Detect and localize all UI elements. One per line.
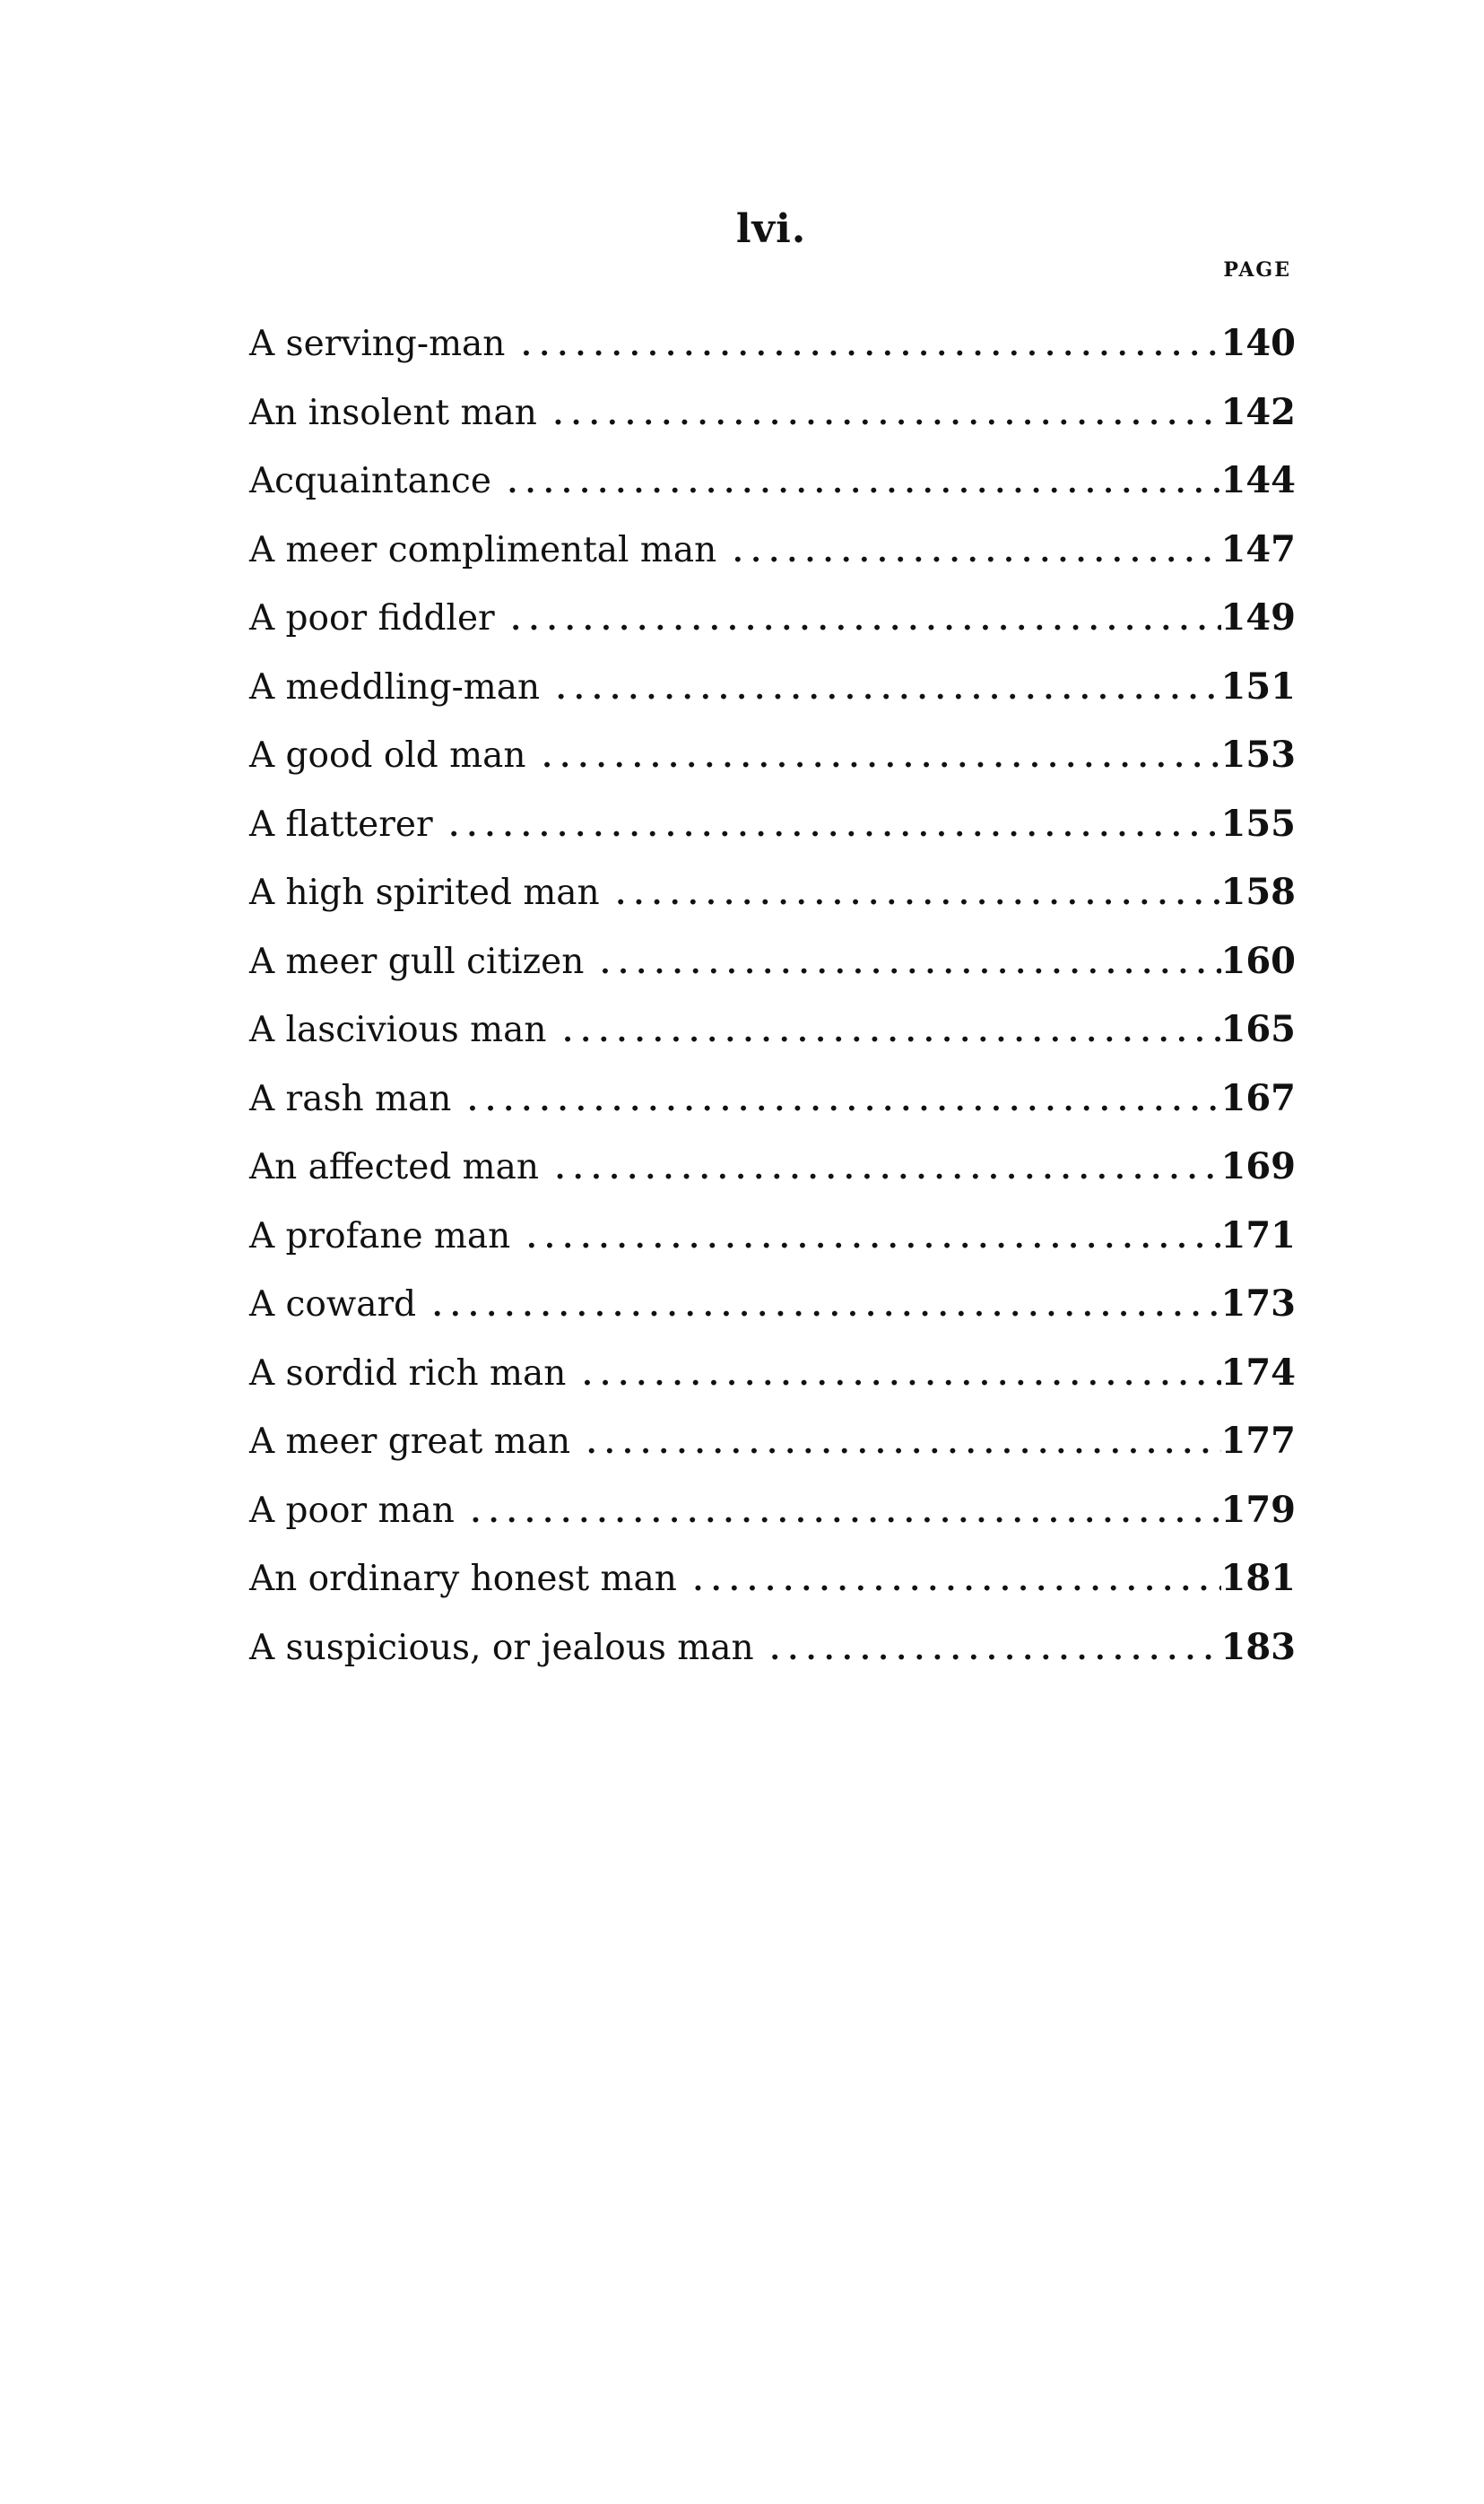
dot-leader	[616, 860, 1221, 929]
toc-entry-page: 183	[1220, 1625, 1296, 1668]
toc-entry-page: 144	[1220, 459, 1296, 501]
toc-entry-page: 140	[1220, 322, 1296, 364]
toc-entry-page: 177	[1220, 1420, 1296, 1462]
toc-entry	[249, 858, 1296, 927]
toc-entry	[249, 721, 1296, 790]
toc-entry	[249, 1339, 1296, 1408]
page-number: lvi.	[735, 206, 807, 252]
toc-entry-title: A suspicious, or jealous man	[249, 1627, 754, 1668]
toc-entry	[249, 927, 1296, 996]
toc-entry-page: 142	[1220, 390, 1296, 433]
dot-leader	[555, 1135, 1220, 1204]
dot-leader	[526, 1204, 1220, 1273]
toc-entry-page: 160	[1220, 939, 1296, 982]
dot-leader	[562, 997, 1220, 1066]
dot-leader	[542, 723, 1221, 792]
toc-entry-title: A flatterer	[249, 804, 433, 845]
dot-leader	[582, 1341, 1220, 1410]
dot-leader	[586, 1409, 1220, 1478]
toc-entry-page: 151	[1220, 665, 1296, 708]
toc-entry-page: 149	[1220, 596, 1296, 639]
dot-leader	[553, 380, 1221, 449]
toc-entry-page: 169	[1220, 1145, 1296, 1187]
toc-entry-page: 179	[1220, 1488, 1296, 1531]
toc-entry-title: A rash man	[249, 1078, 452, 1119]
dot-leader	[770, 1615, 1221, 1684]
toc-entry	[249, 1407, 1296, 1476]
dot-leader	[467, 1066, 1220, 1135]
dot-leader	[449, 792, 1221, 861]
toc-entry-title: A poor man	[249, 1490, 455, 1531]
toc-entry-title: Acquaintance	[249, 461, 491, 501]
toc-entry-title: An ordinary honest man	[249, 1559, 677, 1599]
toc-entry-page: 181	[1220, 1557, 1296, 1599]
toc-entry	[249, 790, 1296, 859]
toc-entry-page: 165	[1220, 1008, 1296, 1050]
toc-entry	[249, 1613, 1296, 1682]
table-of-contents	[249, 309, 1296, 1682]
toc-entry-page: 173	[1220, 1282, 1296, 1325]
toc-entry	[249, 309, 1296, 378]
toc-entry-title: A sordid rich man	[249, 1352, 567, 1394]
toc-entry	[249, 1202, 1296, 1271]
toc-entry-page: 153	[1220, 734, 1296, 776]
toc-entry	[249, 653, 1296, 722]
toc-entry-page: 158	[1220, 871, 1296, 913]
toc-entry-title: A poor fiddler	[249, 598, 495, 639]
toc-entry-title: A good old man	[249, 735, 526, 776]
toc-entry	[249, 1476, 1296, 1545]
dot-leader	[600, 929, 1220, 998]
dot-leader	[508, 448, 1221, 517]
toc-entry-title: A coward	[249, 1284, 417, 1325]
dot-leader	[432, 1272, 1220, 1341]
toc-entry-title: A meer great man	[249, 1422, 571, 1462]
toc-entry-title: An insolent man	[249, 392, 537, 433]
toc-entry	[249, 1270, 1296, 1339]
dot-leader	[556, 655, 1220, 724]
toc-entry-page: 155	[1220, 802, 1296, 845]
toc-entry-title: A serving-man	[249, 324, 506, 364]
toc-entry	[249, 1544, 1296, 1613]
toc-entry	[249, 996, 1296, 1065]
dot-leader	[471, 1478, 1221, 1547]
toc-entry-page: 147	[1220, 527, 1296, 570]
toc-entry	[249, 1133, 1296, 1202]
toc-entry-page: 167	[1220, 1076, 1296, 1119]
toc-entry-page: 174	[1220, 1351, 1296, 1394]
toc-entry	[249, 1065, 1296, 1134]
toc-entry	[249, 516, 1296, 585]
toc-entry-title: A high spirited man	[249, 873, 600, 913]
toc-entry	[249, 378, 1296, 448]
dot-leader	[693, 1546, 1221, 1615]
toc-entry-page: 171	[1220, 1213, 1296, 1256]
toc-entry-title: A lascivious man	[249, 1010, 547, 1050]
toc-entry-title: A profane man	[249, 1215, 511, 1256]
toc-entry-title: A meer complimental man	[249, 529, 717, 570]
toc-entry-title: A meddling-man	[249, 666, 541, 708]
dot-leader	[511, 586, 1221, 655]
dot-leader	[733, 517, 1220, 587]
page-column-label: PAGE	[1223, 258, 1291, 282]
dot-leader	[521, 311, 1220, 380]
toc-entry	[249, 447, 1296, 516]
toc-entry	[249, 584, 1296, 653]
toc-entry-title: An affected man	[249, 1147, 540, 1187]
toc-entry-title: A meer gull citizen	[249, 941, 585, 982]
